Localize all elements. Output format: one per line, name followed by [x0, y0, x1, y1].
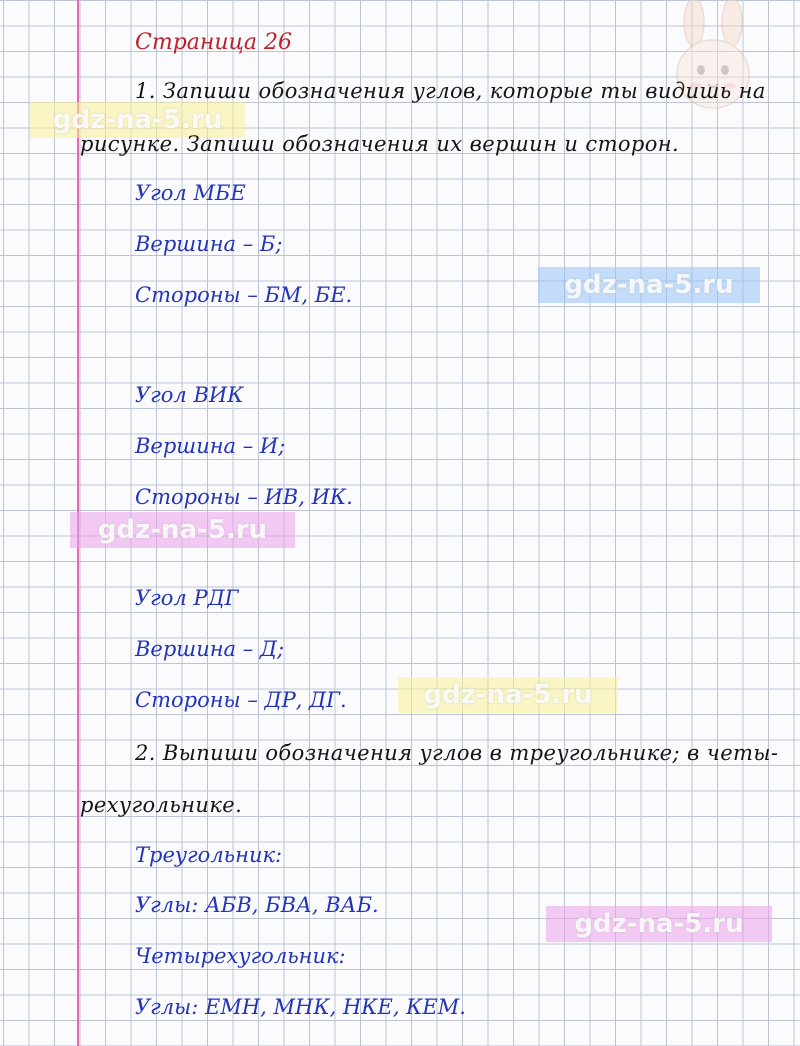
- page-title: Страница 26: [135, 30, 293, 55]
- angle2-name: Угол ВИК: [135, 383, 244, 407]
- watermark: gdz-na-5.ru: [538, 267, 760, 303]
- quad-angles: Углы: ЕМН, МНК, НКЕ, КЕМ.: [135, 995, 466, 1019]
- task2-line1: 2. Выпиши обозначения углов в треугольнике; в четы-: [135, 741, 779, 765]
- task1-line1: 1. Запиши обозначения углов, которые ты видишь на: [135, 79, 766, 103]
- watermark: gdz-na-5.ru: [398, 677, 618, 713]
- angle3-vertex: Вершина – Д;: [135, 637, 285, 661]
- task1-line2: рисунке. Запиши обозначения их вершин и сторон.: [80, 132, 680, 156]
- quad-label: Четырехугольник:: [135, 944, 346, 968]
- angle1-vertex: Вершина – Б;: [135, 232, 283, 256]
- angle3-sides: Стороны – ДР, ДГ.: [135, 688, 347, 712]
- watermark: gdz-na-5.ru: [30, 102, 245, 138]
- angle2-vertex: Вершина – И;: [135, 434, 286, 458]
- triangle-angles: Углы: АБВ, БВА, ВАБ.: [135, 893, 379, 917]
- angle1-sides: Стороны – БМ, БЕ.: [135, 283, 353, 307]
- angle3-name: Угол РДГ: [135, 586, 239, 610]
- watermark: gdz-na-5.ru: [546, 906, 772, 942]
- angle1-name: Угол МБЕ: [135, 181, 246, 205]
- angle2-sides: Стороны – ИВ, ИК.: [135, 485, 353, 509]
- triangle-label: Треугольник:: [135, 843, 283, 867]
- task2-line2: рехугольнике.: [80, 793, 243, 817]
- watermark: gdz-na-5.ru: [70, 512, 295, 548]
